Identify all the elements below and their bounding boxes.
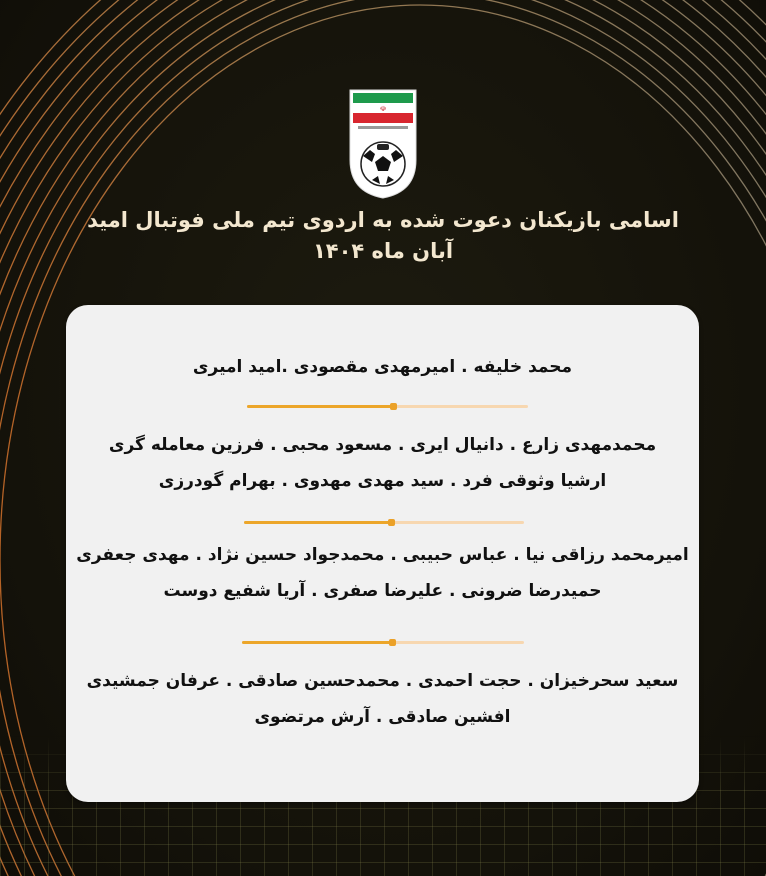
separator-1 <box>247 405 528 408</box>
federation-logo-icon <box>348 88 418 200</box>
separator-fill <box>244 521 391 524</box>
title-line-2: آبان ماه ۱۴۰۴ <box>312 239 454 263</box>
title-line-1: اسامی بازیکنان دعوت شده به اردوی تیم ملی فوتبال امید <box>87 208 679 232</box>
page-title <box>0 204 766 266</box>
separator-3 <box>242 641 524 644</box>
separator-fill <box>242 641 392 644</box>
player-line: حمیدرضا ضرونی . علیرضا صفری . آریا شفیع دوست <box>163 581 602 601</box>
player-group-2 <box>66 427 699 499</box>
players-card <box>66 305 699 802</box>
player-line: محمد خلیفه . امیرمهدی مقصودی .امید امیری <box>192 357 573 377</box>
separator-fill <box>247 405 393 408</box>
svg-text:☫: ☫ <box>379 105 387 113</box>
player-line: امیرمحمد رزاقی نیا . عباس حبیبی . محمدجواد حسین نژاد . مهدی جعفری <box>76 545 689 565</box>
player-line: محمدمهدی زارع . دانیال ایری . مسعود محبی . فرزین معامله گری <box>108 435 657 455</box>
player-line: افشین صادقی . آرش مرتضوی <box>254 707 511 727</box>
player-group-3 <box>66 537 699 609</box>
player-group-4 <box>66 663 699 735</box>
player-group-1 <box>66 349 699 385</box>
federation-logo <box>348 88 418 200</box>
separator-knob <box>388 519 395 526</box>
player-line: سعید سحرخیزان . حجت احمدی . محمدحسین صادقی . عرفان جمشیدی <box>86 671 679 691</box>
player-line: ارشیا وثوقی فرد . سید مهدی مهدوی . بهرام گودرزی <box>158 471 607 491</box>
separator-knob <box>390 403 397 410</box>
separator-knob <box>389 639 396 646</box>
separator-2 <box>244 521 524 524</box>
